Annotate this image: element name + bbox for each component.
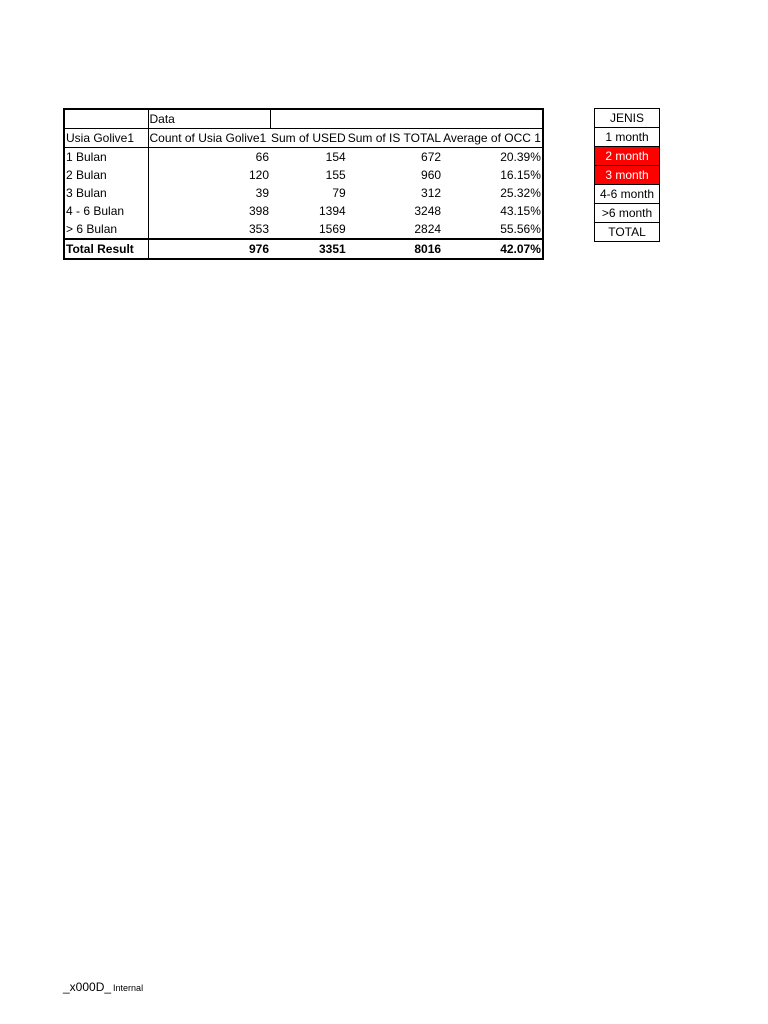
total-used: 3351 <box>270 239 347 259</box>
cell-is-total: 2824 <box>414 222 442 236</box>
legend-item-4-6-month: 4-6 month <box>595 185 660 204</box>
cell-is-total: 672 <box>421 150 442 164</box>
cell-count: 398 <box>148 202 270 220</box>
footer-classification: Internal <box>113 983 144 993</box>
table-row <box>64 166 543 184</box>
column-header: Count of Usia Golive1 <box>148 129 270 148</box>
cell-count: 353 <box>148 220 270 239</box>
legend-item-1-month: 1 month <box>595 128 660 147</box>
footer-code: _x000D_ <box>63 980 112 994</box>
legend-item-3-month: 3 month <box>595 166 660 185</box>
pivot-top-empty-cell <box>270 109 543 129</box>
cell-used: 155 <box>325 168 346 182</box>
row-label: 3 Bulan <box>66 186 107 200</box>
cell-occ: 25.32% <box>500 186 541 200</box>
column-header: Average of OCC 1 <box>442 129 543 148</box>
pivot-corner-cell <box>64 109 148 129</box>
row-label: 1 Bulan <box>66 150 107 164</box>
pivot-top-header-row <box>64 109 543 129</box>
row-label: 4 - 6 Bulan <box>66 204 125 218</box>
table-row <box>64 202 543 220</box>
legend-item-total: TOTAL <box>595 223 660 242</box>
data-field-label: Data <box>148 109 270 129</box>
total-label: Total Result <box>64 239 148 259</box>
total-count: 976 <box>148 239 270 259</box>
cell-occ: 55.56% <box>500 222 541 236</box>
cell-count: 66 <box>148 148 270 167</box>
table-row <box>64 220 543 239</box>
total-row <box>64 239 543 259</box>
cell-used: 1394 <box>319 204 346 218</box>
cell-is-total: 312 <box>421 186 442 200</box>
cell-occ: 16.15% <box>500 168 541 182</box>
cell-count: 39 <box>148 184 270 202</box>
legend-item-over-6-month: >6 month <box>595 204 660 223</box>
cell-used: 79 <box>332 186 346 200</box>
row-label: > 6 Bulan <box>66 222 118 236</box>
cell-occ: 43.15% <box>500 204 541 218</box>
table-row <box>64 148 543 167</box>
column-header: Sum of IS TOTAL <box>347 129 442 148</box>
column-header: Sum of USED <box>270 129 347 148</box>
row-field-header: Usia Golive1 <box>64 129 148 148</box>
row-label: 2 Bulan <box>66 168 107 182</box>
legend-header: JENIS <box>595 109 660 128</box>
pivot-table <box>63 108 544 260</box>
page-footer <box>63 980 143 994</box>
cell-used: 154 <box>325 150 346 164</box>
table-row <box>64 184 543 202</box>
total-is-total: 8016 <box>347 239 442 259</box>
cell-is-total: 3248 <box>414 204 442 218</box>
total-occ: 42.07% <box>442 239 543 259</box>
cell-occ: 20.39% <box>500 150 541 164</box>
legend-item-2-month: 2 month <box>595 147 660 166</box>
cell-is-total: 960 <box>421 168 442 182</box>
pivot-column-header-row <box>64 129 543 148</box>
cell-count: 120 <box>148 166 270 184</box>
jenis-legend-table <box>594 108 660 242</box>
cell-used: 1569 <box>319 222 346 236</box>
